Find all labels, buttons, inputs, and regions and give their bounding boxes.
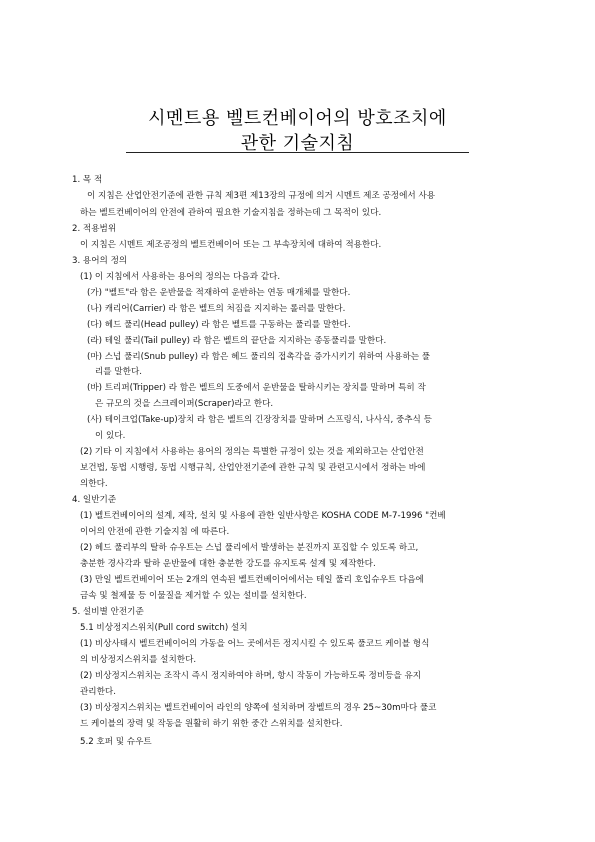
body-line: 충분한 경사각과 탈하 운반물에 대한 충분한 강도를 유지토록 설계 및 제작한다. <box>80 559 376 569</box>
definition-item: (라) 테일 풀리(Tail pulley) 라 함은 벨트의 끝단을 지지하는 종동풀리를 말한다. <box>87 336 387 346</box>
definition-item-cont: 은 규모의 것을 스크레이퍼(Scraper)라고 한다. <box>95 399 274 409</box>
subsection-heading: 5.1 비상정지스위치(Pull cord switch) 설치 <box>80 623 248 633</box>
definition-item-cont: 이 있다. <box>95 431 126 441</box>
body-line: (3) 만일 벨트컨베이어 또는 2개의 연속된 벨트컨베이어에서는 테일 풀리 호입슈우트 다음에 <box>80 575 424 585</box>
document-title-line1: 시멘트용 벨트컨베이어의 방호조치에 <box>148 108 447 129</box>
section-heading-2: 2. 적용범위 <box>72 224 117 234</box>
body-line: 하는 벨트컨베이어의 안전에 관하여 필요한 기술지침을 정하는데 그 목적이 있다. <box>80 208 382 218</box>
title-underline <box>126 152 469 153</box>
body-line: 이 지침은 시멘트 제조공정의 벨트컨베이어 또는 그 부속장치에 대하여 적용한다. <box>80 240 382 250</box>
section-heading-5: 5. 설비별 안전기준 <box>72 607 144 617</box>
body-line: (2) 비상정지스위치는 조작시 즉시 정지하여야 하며, 항시 작동이 가능하도록 정비등을 유지 <box>80 671 422 681</box>
body-line: (1) 이 지침에서 사용하는 용어의 정의는 다음과 같다. <box>80 272 281 282</box>
body-line: 의한다. <box>80 479 108 489</box>
body-line: (3) 비상정지스위치는 벨트컨베이어 라인의 양쪽에 설치하며 장벨트의 경우 25~30m마다 풀코 <box>80 703 437 713</box>
body-line: (2) 기타 이 지침에서 사용하는 용어의 정의는 특별한 규정이 있는 것을 제외하고는 산업안전 <box>80 447 424 457</box>
definition-item: (바) 트리퍼(Tripper) 라 함은 벨트의 도중에서 운반물을 탈하시키는 장치를 말하며 특히 작 <box>87 383 426 393</box>
body-line: 금속 및 철제물 등 이물질을 제거할 수 있는 설비를 설치한다. <box>80 591 307 601</box>
definition-item: (다) 헤드 풀리(Head pulley) 라 함은 벨트를 구동하는 풀리를 말한다. <box>87 320 351 330</box>
body-line: 드 케이블의 장력 및 작동을 원활히 하기 위한 중간 스위치를 설치한다. <box>80 719 343 729</box>
body-line: 이 지침은 산업안전기준에 관한 규칙 제3편 제13장의 규정에 의거 시멘트 제조 공정에서 사용 <box>87 191 436 201</box>
document-title-line2: 관한 기술지침 <box>240 133 355 154</box>
definition-item: (가) "벨트"라 함은 운반물을 적재하여 운반하는 연동 매개체를 말한다. <box>87 288 351 298</box>
body-line: 의 비상정지스위치를 설치한다. <box>80 655 197 665</box>
section-heading-4: 4. 일반기준 <box>72 495 117 505</box>
definition-item: (사) 테이크업(Take-up)장치 라 함은 벨트의 긴장장치를 말하며 스프링식, 나사식, 중추식 등 <box>87 415 432 425</box>
section-heading-1: 1. 목 적 <box>72 175 103 185</box>
body-line: (1) 벨트컨베이어의 설계, 제작, 설치 및 사용에 관한 일반사항은 KOSHA CODE M-7-1996 "컨베 <box>80 511 446 521</box>
body-line: 이어의 안전에 관한 기술지침 에 따른다. <box>80 527 230 537</box>
body-line: 관리한다. <box>80 687 116 697</box>
subsection-heading: 5.2 호퍼 및 슈우트 <box>80 737 152 747</box>
section-heading-3: 3. 용어의 정의 <box>72 256 128 266</box>
body-line: (2) 헤드 풀리부의 탈하 슈우트는 스넙 풀리에서 발생하는 분진까지 포집할 수 있도록 하고, <box>80 543 419 553</box>
definition-item-cont: 리를 말한다. <box>95 367 142 377</box>
definition-item: (마) 스넙 풀리(Snub pulley) 라 함은 헤드 풀리의 접촉각을 증가시키기 위하여 사용하는 풀 <box>87 352 431 362</box>
body-line: (1) 비상사태시 벨트컨베이어의 가동을 어느 곳에서든 정지시킬 수 있도록 풀코드 케이블 형식 <box>80 639 430 649</box>
body-line: 보건법, 동법 시행령, 동법 시행규칙, 산업안전기준에 관한 규칙 및 관련고시에서 정하는 바에 <box>80 463 426 473</box>
definition-item: (나) 캐리어(Carrier) 라 함은 벨트의 처짐을 지지하는 롤러를 말한다. <box>87 304 346 314</box>
